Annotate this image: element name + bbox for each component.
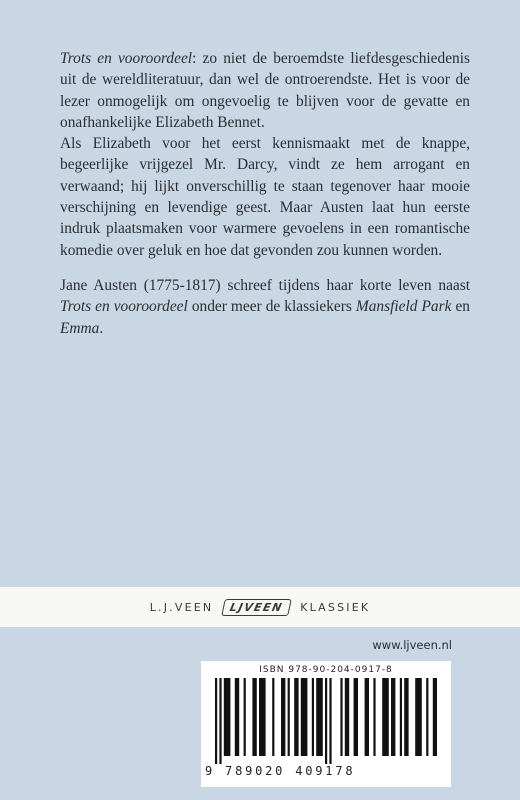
author-bio: Jane Austen (1775-1817) schreef tijdens haar korte leven naast Trots en vooroordeel onder meer de klassiekers Mansfield Park en Emma. bbox=[60, 276, 470, 337]
blurb-paragraph-1: Trots en vooroordeel: zo niet de beroemdste liefdesgeschiedenis uit de wereldliteratuur, dan wel de ontroerendste. Het is voor de lezer onmogelijk om ongevoelig te blijven voor de gevatte en onafhankelijke Elizabeth Bennet. bbox=[60, 50, 470, 131]
publisher-website: www.ljveen.nl bbox=[372, 638, 452, 652]
blurb-paragraph-2: Als Elizabeth voor het eerst kennismaakt met de knappe, begeerlijke vrijgezel Mr. Darcy, vindt ze hem arrogant en verwaand; hij lijkt onverschillig te staan tegenover haar mooie verschijning en levendige geest. Maar Austen laat hun eerste indruk plaatsmaken voor warmere gevoelens in een romantische komedie over geluk en hoe dat gevonden zou kunnen worden. bbox=[60, 135, 470, 259]
blurb-text bbox=[60, 48, 470, 339]
publisher-name: L.J.VEEN bbox=[149, 600, 214, 614]
isbn-label: ISBN 978-90-204-0917-8 bbox=[259, 665, 393, 675]
book-title-italic: Trots en vooroordeel bbox=[60, 50, 193, 67]
barcode-area bbox=[201, 661, 451, 787]
ean-digits: 9 789020 409178 bbox=[205, 764, 356, 778]
barcode-icon bbox=[215, 678, 437, 764]
series-name: KLASSIEK bbox=[300, 600, 371, 614]
ljveen-logo: LJVEEN bbox=[222, 599, 292, 616]
publisher-series-band bbox=[0, 587, 520, 627]
